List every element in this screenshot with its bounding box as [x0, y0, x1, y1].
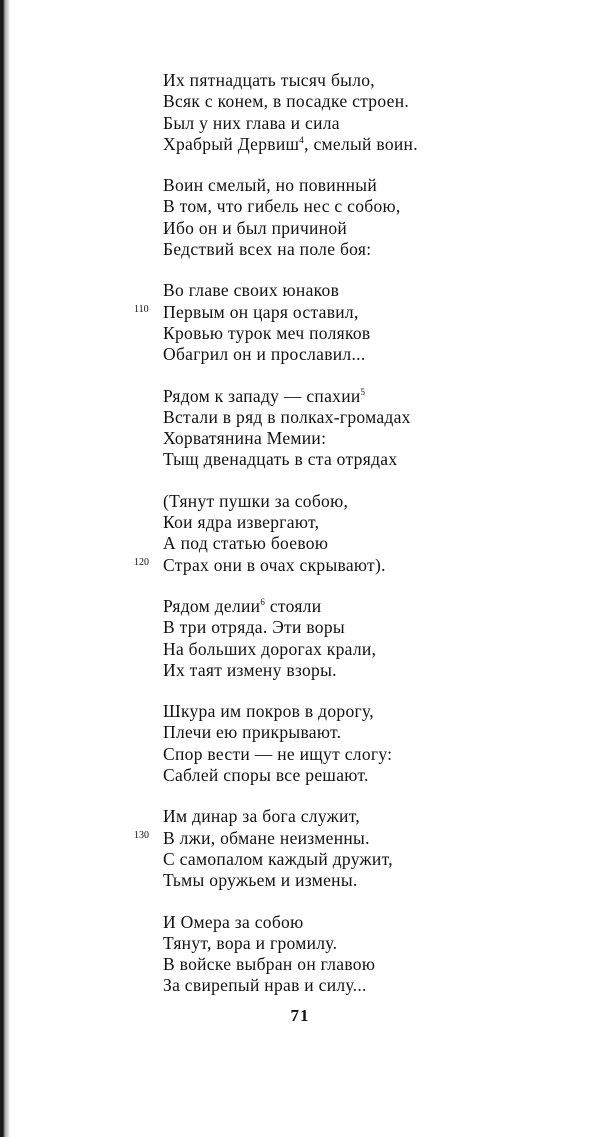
verse-text: Обагрил он и прославил...	[163, 344, 366, 365]
stanza	[163, 596, 573, 681]
stanza	[163, 386, 573, 471]
verse-line	[163, 323, 573, 344]
verse-line	[134, 301, 573, 323]
verse-line	[163, 701, 573, 722]
verse-text: Рядом делии	[163, 595, 261, 616]
verse-text: Их пятнадцать тысяч было,	[163, 70, 375, 90]
verse-line	[163, 660, 573, 681]
verse-text: Тыщ двенадцать в ста отрядах	[163, 449, 398, 470]
verse-text: В лжи, обмане неизменны.	[163, 827, 370, 848]
verse-text: Ибо он и был причиной	[163, 217, 348, 238]
stanza	[163, 701, 573, 786]
verse-text: Кои ядра извергают,	[163, 512, 320, 533]
verse-line	[163, 239, 573, 260]
footnote-marker: 4	[299, 135, 305, 146]
verse-line	[163, 639, 573, 660]
line-number: 110	[134, 303, 149, 315]
verse-line	[163, 113, 573, 134]
poem-text	[134, 70, 573, 1017]
line-number: 120	[134, 556, 149, 568]
verse-line	[163, 512, 573, 533]
verse-text: И Омера за собою	[163, 911, 304, 932]
page-number: 71	[290, 1006, 310, 1025]
verse-line	[163, 428, 573, 449]
verse-line	[163, 344, 573, 365]
verse-text: А под статью боевою	[163, 533, 329, 554]
verse-text: За свирепый нрав и силу...	[163, 975, 367, 996]
verse-text: Всяк с конем, в посадке строен.	[163, 91, 410, 112]
verse-line	[163, 765, 573, 786]
stanza	[163, 70, 573, 155]
verse-line	[163, 196, 573, 217]
verse-line	[163, 386, 573, 407]
verse-text: Был у них глава и сила	[163, 112, 340, 133]
verse-line	[163, 933, 573, 954]
verse-text: (Тянут пушки за собою,	[163, 490, 349, 511]
verse-text: Саблей споры все решают.	[163, 765, 369, 786]
verse-line	[163, 744, 573, 765]
verse-line	[163, 175, 573, 196]
verse-line	[134, 554, 573, 576]
verse-text: В войске выбран он главою	[163, 954, 376, 975]
verse-text: Кровью турок меч поляков	[163, 322, 371, 343]
verse-text-continuation: стояли	[265, 595, 322, 616]
verse-text-continuation: , смелый воин.	[304, 133, 418, 154]
verse-text: Бедствий всех на поле боя:	[163, 239, 372, 260]
verse-line	[163, 722, 573, 743]
verse-text: Храбрый Дервиш	[163, 133, 300, 154]
verse-line	[163, 491, 573, 512]
verse-text: Страх они в очах скрывают).	[163, 554, 386, 575]
stanza	[134, 490, 573, 576]
verse-text: Спор вести — не ищут слогу:	[163, 743, 393, 764]
verse-line	[163, 134, 573, 155]
verse-text: В том, что гибель нес с собою,	[163, 196, 401, 217]
verse-line	[163, 954, 573, 975]
verse-text: На больших дорогах крали,	[163, 638, 377, 659]
footnote-marker: 5	[360, 386, 366, 397]
verse-line	[163, 449, 573, 470]
verse-text: В три отряда. Эти воры	[163, 617, 345, 638]
verse-text: Встали в ряд в полках-громадах	[163, 406, 411, 427]
verse-text: Рядом к западу — спахии	[163, 385, 361, 406]
line-number: 130	[134, 829, 149, 841]
scan-left-edge	[0, 0, 10, 1137]
verse-line	[163, 806, 573, 827]
verse-text: Первым он царя оставил,	[163, 301, 359, 322]
verse-line	[163, 849, 573, 870]
verse-line	[163, 407, 573, 428]
stanza	[163, 175, 573, 260]
stanza	[163, 912, 573, 997]
verse-text: Им динар за бога служит,	[163, 806, 361, 827]
verse-line	[163, 91, 573, 112]
verse-text: Хорватянина Мемии:	[163, 428, 327, 449]
verse-text: Тянут, вора и громилу.	[163, 932, 338, 953]
verse-text: Тьмы оружьем и измены.	[163, 870, 358, 891]
verse-line	[163, 596, 573, 617]
stanza	[134, 280, 573, 365]
verse-line	[163, 617, 573, 638]
verse-line	[134, 827, 573, 849]
verse-line	[163, 912, 573, 933]
verse-line	[163, 975, 573, 996]
verse-line	[163, 70, 573, 91]
verse-line	[163, 533, 573, 554]
verse-text: Во главе своих юнаков	[163, 280, 340, 301]
verse-text: С самопалом каждый дружит,	[163, 848, 393, 869]
verse-line	[163, 870, 573, 891]
verse-text: Плечи ею прикрывают.	[163, 722, 342, 743]
verse-text: Шкура им покров в дорогу,	[163, 701, 374, 722]
verse-line	[163, 280, 573, 301]
verse-line	[163, 218, 573, 239]
verse-text: Их таят измену взоры.	[163, 659, 337, 680]
stanza	[134, 806, 573, 891]
verse-text: Воин смелый, но повинный	[163, 175, 378, 196]
footnote-marker: 6	[260, 597, 266, 608]
